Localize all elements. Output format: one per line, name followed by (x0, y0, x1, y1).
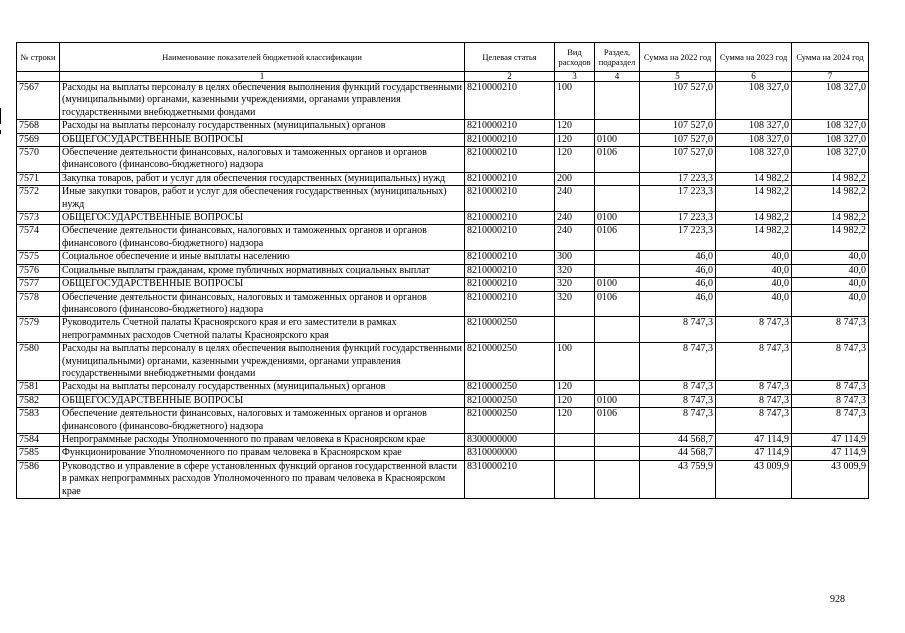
target-article: 8210000210 (465, 82, 555, 120)
indicator-name: Социальные выплаты гражданам, кроме публичных нормативных социальных выплат (60, 264, 465, 277)
table-row (17, 264, 869, 277)
indicator-name: Руководство и управление в сфере установленных функций органов государственной власти в рамках непрограммных расходов Уполномоченного по правам человека в Красноярском крае (60, 460, 465, 498)
row-number: 7583 (17, 408, 60, 434)
sum-2022: 107 527,0 (640, 82, 716, 120)
expense-type: 240 (555, 225, 595, 251)
section-code: 0106 (595, 147, 640, 173)
section-code: 0100 (595, 394, 640, 407)
target-article: 8210000210 (465, 186, 555, 212)
sum-2023: 108 327,0 (716, 133, 792, 146)
target-article: 8210000210 (465, 251, 555, 264)
section-code (595, 447, 640, 460)
row-number: 7575 (17, 251, 60, 264)
row-number: 7579 (17, 317, 60, 343)
header-section: Раздел, подраздел (595, 43, 640, 72)
sum-2022: 44 568,7 (640, 433, 716, 446)
header-expense-type: Вид расходов (555, 43, 595, 72)
indicator-name: Иные закупки товаров, работ и услуг для обеспечения государственных (муниципальных) нужд (60, 186, 465, 212)
target-article: 8210000210 (465, 278, 555, 291)
table-row (17, 394, 869, 407)
target-article: 8210000210 (465, 212, 555, 225)
target-article: 8210000250 (465, 394, 555, 407)
expense-type (555, 433, 595, 446)
sum-2022: 17 223,3 (640, 212, 716, 225)
row-number: 7585 (17, 447, 60, 460)
target-article: 8210000210 (465, 120, 555, 133)
sum-2022: 17 223,3 (640, 225, 716, 251)
sum-2022: 8 747,3 (640, 381, 716, 394)
sum-2022: 8 747,3 (640, 343, 716, 381)
section-code: 0100 (595, 133, 640, 146)
target-article: 8210000250 (465, 343, 555, 381)
table-row (17, 447, 869, 460)
indicator-name: Руководитель Счетной палаты Красноярского края и его заместители в рамках непрограммных расходов Счетной палаты Красноярского края (60, 317, 465, 343)
margin-mark (0, 130, 1, 134)
target-article: 8210000210 (465, 225, 555, 251)
sum-2023: 8 747,3 (716, 408, 792, 434)
expense-type: 100 (555, 82, 595, 120)
expense-type (555, 447, 595, 460)
row-number: 7570 (17, 147, 60, 173)
sum-2023: 108 327,0 (716, 147, 792, 173)
section-code (595, 186, 640, 212)
page-number: 928 (830, 594, 845, 605)
sum-2024: 108 327,0 (792, 133, 869, 146)
table-row (17, 251, 869, 264)
header-row-number: № строки (17, 43, 60, 72)
indicator-name: Расходы на выплаты персоналу государственных (муниципальных) органов (60, 120, 465, 133)
sum-2022: 46,0 (640, 251, 716, 264)
indicator-name: ОБЩЕГОСУДАРСТВЕННЫЕ ВОПРОСЫ (60, 133, 465, 146)
expense-type: 120 (555, 120, 595, 133)
row-number: 7569 (17, 133, 60, 146)
table-row (17, 460, 869, 498)
sum-2024: 40,0 (792, 278, 869, 291)
table-row (17, 186, 869, 212)
sum-2022: 46,0 (640, 278, 716, 291)
section-code (595, 317, 640, 343)
table-row (17, 343, 869, 381)
indicator-name: Расходы на выплаты персоналу в целях обеспечения выполнения функций государственными (муниципальными) органами, казенными учреждениями, органами управления государственными внебюджетными фондами (60, 82, 465, 120)
sum-2022: 107 527,0 (640, 147, 716, 173)
section-code (595, 460, 640, 498)
sum-2024: 14 982,2 (792, 212, 869, 225)
indicator-name: Обеспечение деятельности финансовых, налоговых и таможенных органов и органов финансового (финансово-бюджетного) надзора (60, 225, 465, 251)
sum-2022: 46,0 (640, 291, 716, 317)
row-number: 7576 (17, 264, 60, 277)
expense-type: 240 (555, 186, 595, 212)
sum-2023: 40,0 (716, 291, 792, 317)
sum-2024: 8 747,3 (792, 408, 869, 434)
table-row (17, 291, 869, 317)
sum-2022: 107 527,0 (640, 120, 716, 133)
section-code: 0100 (595, 212, 640, 225)
sum-2022: 8 747,3 (640, 408, 716, 434)
indicator-name: Социальное обеспечение и иные выплаты населению (60, 251, 465, 264)
column-number: 7 (792, 72, 869, 82)
section-code (595, 381, 640, 394)
section-code (595, 172, 640, 185)
expense-type: 320 (555, 264, 595, 277)
section-code (595, 264, 640, 277)
sum-2023: 47 114,9 (716, 433, 792, 446)
table-row (17, 147, 869, 173)
expense-type: 120 (555, 381, 595, 394)
row-number: 7578 (17, 291, 60, 317)
indicator-name: Обеспечение деятельности финансовых, налоговых и таможенных органов и органов финансового (финансово-бюджетного) надзора (60, 408, 465, 434)
target-article: 8210000250 (465, 381, 555, 394)
section-code: 0106 (595, 225, 640, 251)
table-row (17, 133, 869, 146)
sum-2023: 8 747,3 (716, 394, 792, 407)
indicator-name: Расходы на выплаты персоналу в целях обеспечения выполнения функций государственными (муниципальными) органами, казенными учреждениями, органами управления государственными внебюджетными фондами (60, 343, 465, 381)
sum-2022: 17 223,3 (640, 186, 716, 212)
target-article: 8210000210 (465, 291, 555, 317)
column-number: 2 (465, 72, 555, 82)
row-number: 7577 (17, 278, 60, 291)
target-article: 8210000210 (465, 133, 555, 146)
sum-2024: 8 747,3 (792, 394, 869, 407)
row-number: 7573 (17, 212, 60, 225)
expense-type: 240 (555, 212, 595, 225)
table-row (17, 82, 869, 120)
expense-type: 320 (555, 278, 595, 291)
sum-2023: 108 327,0 (716, 120, 792, 133)
row-number: 7571 (17, 172, 60, 185)
section-code: 0106 (595, 291, 640, 317)
row-number: 7581 (17, 381, 60, 394)
row-number: 7582 (17, 394, 60, 407)
sum-2024: 8 747,3 (792, 317, 869, 343)
section-code (595, 433, 640, 446)
column-number: 4 (595, 72, 640, 82)
table-row (17, 408, 869, 434)
table-row (17, 172, 869, 185)
target-article: 8310000000 (465, 447, 555, 460)
header-sum-2023: Сумма на 2023 год (716, 43, 792, 72)
sum-2024: 47 114,9 (792, 447, 869, 460)
row-number: 7572 (17, 186, 60, 212)
sum-2023: 40,0 (716, 251, 792, 264)
target-article: 8310000210 (465, 460, 555, 498)
column-number: 5 (640, 72, 716, 82)
header-indicator-name: Наименование показателей бюджетной классификации (60, 43, 465, 72)
sum-2024: 43 009,9 (792, 460, 869, 498)
sum-2024: 8 747,3 (792, 343, 869, 381)
column-number: 6 (716, 72, 792, 82)
sum-2023: 14 982,2 (716, 212, 792, 225)
sum-2024: 40,0 (792, 251, 869, 264)
section-code (595, 343, 640, 381)
column-number: 1 (60, 72, 465, 82)
indicator-name: Обеспечение деятельности финансовых, налоговых и таможенных органов и органов финансового (финансово-бюджетного) надзора (60, 291, 465, 317)
sum-2023: 40,0 (716, 278, 792, 291)
table-row (17, 212, 869, 225)
sum-2023: 43 009,9 (716, 460, 792, 498)
sum-2022: 17 223,3 (640, 172, 716, 185)
sum-2023: 14 982,2 (716, 186, 792, 212)
expense-type (555, 317, 595, 343)
sum-2023: 8 747,3 (716, 317, 792, 343)
table-row (17, 317, 869, 343)
target-article: 8210000250 (465, 408, 555, 434)
sum-2023: 8 747,3 (716, 381, 792, 394)
sum-2023: 40,0 (716, 264, 792, 277)
expense-type: 100 (555, 343, 595, 381)
sum-2023: 47 114,9 (716, 447, 792, 460)
sum-2023: 14 982,2 (716, 225, 792, 251)
section-code (595, 251, 640, 264)
row-number: 7580 (17, 343, 60, 381)
sum-2024: 108 327,0 (792, 120, 869, 133)
sum-2024: 14 982,2 (792, 186, 869, 212)
indicator-name: Обеспечение деятельности финансовых, налоговых и таможенных органов и органов финансового (финансово-бюджетного) надзора (60, 147, 465, 173)
target-article: 8210000250 (465, 317, 555, 343)
sum-2024: 47 114,9 (792, 433, 869, 446)
sum-2022: 43 759,9 (640, 460, 716, 498)
indicator-name: Закупка товаров, работ и услуг для обеспечения государственных (муниципальных) нужд (60, 172, 465, 185)
sum-2023: 8 747,3 (716, 343, 792, 381)
sum-2024: 108 327,0 (792, 82, 869, 120)
section-code: 0100 (595, 278, 640, 291)
sum-2022: 107 527,0 (640, 133, 716, 146)
sum-2024: 14 982,2 (792, 172, 869, 185)
target-article: 8300000000 (465, 433, 555, 446)
target-article: 8210000210 (465, 147, 555, 173)
sum-2022: 44 568,7 (640, 447, 716, 460)
row-number: 7574 (17, 225, 60, 251)
table-body (17, 82, 869, 499)
expense-type: 120 (555, 408, 595, 434)
target-article: 8210000210 (465, 264, 555, 277)
target-article: 8210000210 (465, 172, 555, 185)
budget-table (16, 42, 869, 499)
sum-2024: 40,0 (792, 291, 869, 317)
expense-type: 200 (555, 172, 595, 185)
table-row (17, 433, 869, 446)
column-number-row (17, 72, 869, 82)
expense-type: 300 (555, 251, 595, 264)
indicator-name: ОБЩЕГОСУДАРСТВЕННЫЕ ВОПРОСЫ (60, 278, 465, 291)
sum-2024: 8 747,3 (792, 381, 869, 394)
section-code: 0106 (595, 408, 640, 434)
margin-mark (0, 108, 1, 124)
header-sum-2022: Сумма на 2022 год (640, 43, 716, 72)
sum-2024: 108 327,0 (792, 147, 869, 173)
expense-type: 120 (555, 133, 595, 146)
row-number: 7584 (17, 433, 60, 446)
sum-2023: 14 982,2 (716, 172, 792, 185)
sum-2022: 8 747,3 (640, 317, 716, 343)
indicator-name: ОБЩЕГОСУДАРСТВЕННЫЕ ВОПРОСЫ (60, 212, 465, 225)
sum-2024: 40,0 (792, 264, 869, 277)
indicator-name: Расходы на выплаты персоналу государственных (муниципальных) органов (60, 381, 465, 394)
sum-2022: 8 747,3 (640, 394, 716, 407)
table-row (17, 381, 869, 394)
column-number: 3 (555, 72, 595, 82)
row-number: 7568 (17, 120, 60, 133)
indicator-name: Непрограммные расходы Уполномоченного по правам человека в Красноярском крае (60, 433, 465, 446)
indicator-name: Функционирование Уполномоченного по правам человека в Красноярском крае (60, 447, 465, 460)
sum-2023: 108 327,0 (716, 82, 792, 120)
section-code (595, 82, 640, 120)
section-code (595, 120, 640, 133)
table-header-row (17, 43, 869, 72)
header-sum-2024: Сумма на 2024 год (792, 43, 869, 72)
sum-2022: 46,0 (640, 264, 716, 277)
table-row (17, 225, 869, 251)
indicator-name: ОБЩЕГОСУДАРСТВЕННЫЕ ВОПРОСЫ (60, 394, 465, 407)
expense-type (555, 460, 595, 498)
table-row (17, 278, 869, 291)
row-number: 7567 (17, 82, 60, 120)
table-row (17, 120, 869, 133)
column-number (17, 72, 60, 82)
header-target-article: Целевая статья (465, 43, 555, 72)
expense-type: 120 (555, 147, 595, 173)
sum-2024: 14 982,2 (792, 225, 869, 251)
expense-type: 320 (555, 291, 595, 317)
expense-type: 120 (555, 394, 595, 407)
row-number: 7586 (17, 460, 60, 498)
